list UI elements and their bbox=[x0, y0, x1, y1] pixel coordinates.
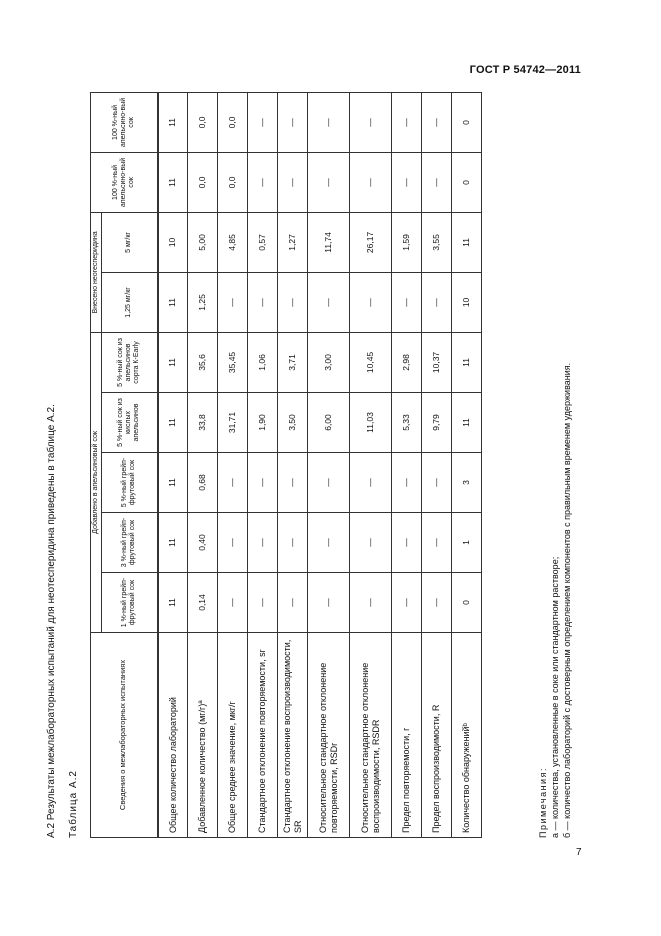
table-cell: 11 bbox=[158, 393, 188, 453]
table-cell: 11 bbox=[158, 272, 188, 332]
table-cell: 11 bbox=[158, 453, 188, 513]
results-table bbox=[90, 92, 482, 838]
table-cell: 6,00 bbox=[308, 393, 350, 453]
table-cell: 1,90 bbox=[248, 393, 278, 453]
table-cell: — bbox=[392, 272, 422, 332]
table-cell: 0 bbox=[452, 152, 482, 212]
document-id: ГОСТ Р 54742—2011 bbox=[469, 64, 581, 76]
table-cell: — bbox=[350, 453, 392, 513]
table-cell: — bbox=[422, 453, 452, 513]
table-row bbox=[452, 92, 482, 837]
table-cell: 1,59 bbox=[392, 212, 422, 272]
table-cell: — bbox=[350, 152, 392, 212]
table-cell: 1,25 bbox=[188, 272, 218, 332]
row-label: Количество обнаруженийᵇ bbox=[452, 633, 482, 838]
column-header: 100 %-ный апельсино-вый сок bbox=[91, 152, 158, 212]
table-cell: — bbox=[308, 152, 350, 212]
intro-text: А.2 Результаты межлабораторных испытаний для неотесперидина приведены в таблице А.2. bbox=[46, 404, 57, 838]
table-cell: — bbox=[248, 453, 278, 513]
table-cell: — bbox=[422, 272, 452, 332]
table-cell: — bbox=[308, 513, 350, 573]
table-cell: 11 bbox=[158, 573, 188, 633]
table-cell: 0,68 bbox=[188, 453, 218, 513]
table-cell: — bbox=[248, 92, 278, 152]
table-row bbox=[308, 92, 350, 837]
table-cell: — bbox=[278, 573, 308, 633]
table-cell: 11 bbox=[452, 393, 482, 453]
table-cell: — bbox=[278, 513, 308, 573]
notes-title: Примечания: bbox=[538, 767, 548, 838]
column-header: 100 %-ный апельсино-вый сок bbox=[91, 92, 158, 152]
row-label: Общее количество лабораторий bbox=[158, 633, 188, 838]
table-row bbox=[158, 92, 188, 837]
table-cell: — bbox=[422, 513, 452, 573]
table-cell: 11,74 bbox=[308, 212, 350, 272]
table-row bbox=[392, 92, 422, 837]
table-cell: — bbox=[278, 453, 308, 513]
table-cell: — bbox=[308, 92, 350, 152]
table-row bbox=[218, 92, 248, 837]
table-cell: 0 bbox=[452, 92, 482, 152]
row-label: Стандартное отклонение воспроизводимости, SR bbox=[278, 633, 308, 838]
table-cell: — bbox=[248, 573, 278, 633]
table-cell: 2,98 bbox=[392, 332, 422, 392]
table-cell: — bbox=[392, 92, 422, 152]
table-cell: — bbox=[308, 272, 350, 332]
table-cell: — bbox=[392, 152, 422, 212]
table-cell: 11,03 bbox=[350, 393, 392, 453]
row-label: Добавленное количество (мг/г)ª bbox=[188, 633, 218, 838]
table-cell: — bbox=[422, 152, 452, 212]
table-cell: — bbox=[218, 272, 248, 332]
table-cell: — bbox=[422, 573, 452, 633]
rotated-content bbox=[46, 88, 580, 838]
table-cell: 10,37 bbox=[422, 332, 452, 392]
table-cell: 11 bbox=[158, 92, 188, 152]
table-cell: 35,45 bbox=[218, 332, 248, 392]
table-row bbox=[278, 92, 308, 837]
table-cell: 0,0 bbox=[188, 92, 218, 152]
table-row bbox=[350, 92, 392, 837]
table-cell: — bbox=[248, 513, 278, 573]
table-caption: Таблица А.2 bbox=[68, 770, 79, 838]
table-cell: 3 bbox=[452, 453, 482, 513]
table-cell: — bbox=[422, 92, 452, 152]
row-label: Предел воспроизводимости, R bbox=[422, 633, 452, 838]
column-header: 1,25 мг/кг bbox=[102, 272, 158, 332]
table-cell: — bbox=[218, 573, 248, 633]
group-applied-header: Внесено неогесперидина bbox=[91, 212, 102, 332]
row-label: Предел повторяемости, r bbox=[392, 633, 422, 838]
note-item: б — количество лабораторий с достоверным определением компонентов с правильным временем удерживания. bbox=[562, 362, 573, 838]
table-cell: 5,00 bbox=[188, 212, 218, 272]
table-cell: 11 bbox=[158, 332, 188, 392]
table-cell: 9,79 bbox=[422, 393, 452, 453]
note-item: а — количества, установленные в соке или стандартном растворе; bbox=[550, 556, 561, 838]
table-cell: — bbox=[392, 573, 422, 633]
table-cell: 1,06 bbox=[248, 332, 278, 392]
table-cell: 4,85 bbox=[218, 212, 248, 272]
table-row bbox=[188, 92, 218, 837]
table-cell: 11 bbox=[158, 152, 188, 212]
column-header: 1 %-ный грейп-фрутовый сок bbox=[102, 573, 158, 633]
table-cell: — bbox=[248, 152, 278, 212]
table-cell: 3,55 bbox=[422, 212, 452, 272]
column-header: 3 %-ный грейп-фрутовый сок bbox=[102, 513, 158, 573]
row-label: Общее среднее значение, мкг/г bbox=[218, 633, 248, 838]
table-cell: 0 bbox=[452, 573, 482, 633]
column-header: 5 мг/кг bbox=[102, 212, 158, 272]
table-row bbox=[422, 92, 452, 837]
table-cell: — bbox=[392, 513, 422, 573]
row-label: Стандартное отклонение повторяемости, sr bbox=[248, 633, 278, 838]
column-header: 5 %-ный грейп-фрутовый сок bbox=[102, 453, 158, 513]
table-cell: — bbox=[218, 513, 248, 573]
table-cell: 3,71 bbox=[278, 332, 308, 392]
column-header: 5 %-ный сок из кислых апельсинов bbox=[102, 393, 158, 453]
table-cell: — bbox=[350, 92, 392, 152]
table-cell: 31,71 bbox=[218, 393, 248, 453]
table-cell: 26,17 bbox=[350, 212, 392, 272]
header-row-1 bbox=[91, 92, 102, 837]
column-header: 5 %-ный сок из апельсинов сорта К-Early bbox=[102, 332, 158, 392]
row-label: Относительное стандартное отклонение воспроизводимости, RSDR bbox=[350, 633, 392, 838]
notes bbox=[537, 363, 573, 838]
row-label: Относительное стандартное отклонение повторяемости, RSDr bbox=[308, 633, 350, 838]
table-cell: 0,14 bbox=[188, 573, 218, 633]
table-cell: 11 bbox=[452, 212, 482, 272]
group-added-header: Добавлено в апельсиновый сок bbox=[91, 332, 102, 632]
table-cell: — bbox=[308, 453, 350, 513]
table-cell: — bbox=[218, 453, 248, 513]
table-cell: — bbox=[350, 272, 392, 332]
table-cell: 3,50 bbox=[278, 393, 308, 453]
table-cell: 33,8 bbox=[188, 393, 218, 453]
table-cell: — bbox=[392, 453, 422, 513]
table-cell: — bbox=[278, 272, 308, 332]
table-cell: 10 bbox=[452, 272, 482, 332]
table-cell: 0,0 bbox=[218, 92, 248, 152]
table-cell: 5,33 bbox=[392, 393, 422, 453]
table-cell: — bbox=[278, 152, 308, 212]
table-cell: 11 bbox=[452, 332, 482, 392]
table-row bbox=[248, 92, 278, 837]
table-cell: — bbox=[350, 513, 392, 573]
table-cell: 10,45 bbox=[350, 332, 392, 392]
table-cell: — bbox=[350, 573, 392, 633]
table-cell: — bbox=[248, 272, 278, 332]
table-cell: 11 bbox=[158, 513, 188, 573]
page-number: 7 bbox=[576, 847, 582, 858]
label-header: Сведения о межлабораторных испытаниях bbox=[91, 633, 158, 838]
table-cell: 0,0 bbox=[188, 152, 218, 212]
table-cell: 10 bbox=[158, 212, 188, 272]
table-cell: — bbox=[308, 573, 350, 633]
table-cell: — bbox=[278, 92, 308, 152]
table-cell: 3,00 bbox=[308, 332, 350, 392]
table-cell: 1 bbox=[452, 513, 482, 573]
table-cell: 0,57 bbox=[248, 212, 278, 272]
table-cell: 0,0 bbox=[218, 152, 248, 212]
table-cell: 35,6 bbox=[188, 332, 218, 392]
table-cell: 1,27 bbox=[278, 212, 308, 272]
table-cell: 0,40 bbox=[188, 513, 218, 573]
